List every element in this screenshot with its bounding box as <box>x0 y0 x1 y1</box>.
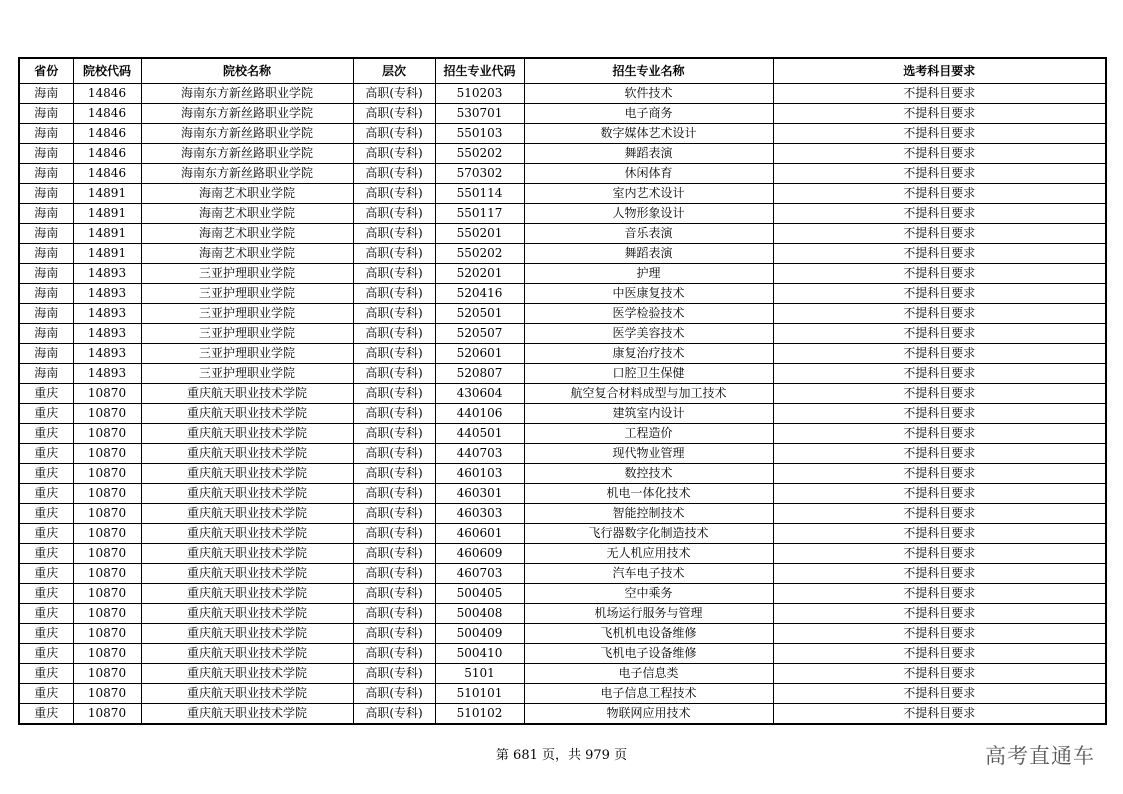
cell-school-code: 14893 <box>73 284 141 304</box>
cell-province: 海南 <box>19 204 73 224</box>
cell-school-name: 重庆航天职业技术学院 <box>141 464 353 484</box>
cell-school-name: 重庆航天职业技术学院 <box>141 584 353 604</box>
cell-province: 重庆 <box>19 684 73 704</box>
cell-school-name: 三亚护理职业学院 <box>141 284 353 304</box>
cell-major-name: 建筑室内设计 <box>524 404 773 424</box>
cell-school-code: 10870 <box>73 384 141 404</box>
table-row <box>19 184 1106 204</box>
cell-major-code: 510101 <box>435 684 524 704</box>
cell-major-code: 500405 <box>435 584 524 604</box>
cell-level: 高职(专科) <box>353 384 435 404</box>
header-school-name: 院校名称 <box>141 58 353 84</box>
cell-province: 海南 <box>19 344 73 364</box>
cell-subject-requirement: 不提科目要求 <box>773 304 1106 324</box>
cell-school-code: 14846 <box>73 104 141 124</box>
cell-major-code: 550103 <box>435 124 524 144</box>
cell-school-code: 14891 <box>73 244 141 264</box>
cell-school-name: 三亚护理职业学院 <box>141 364 353 384</box>
cell-level: 高职(专科) <box>353 284 435 304</box>
header-subject-requirement: 选考科目要求 <box>773 58 1106 84</box>
cell-school-code: 14891 <box>73 184 141 204</box>
cell-subject-requirement: 不提科目要求 <box>773 164 1106 184</box>
cell-subject-requirement: 不提科目要求 <box>773 224 1106 244</box>
admissions-table <box>18 57 1107 725</box>
cell-province: 重庆 <box>19 444 73 464</box>
table-row <box>19 664 1106 684</box>
cell-major-code: 440703 <box>435 444 524 464</box>
cell-level: 高职(专科) <box>353 444 435 464</box>
cell-major-name: 飞机机电设备维修 <box>524 624 773 644</box>
header-level: 层次 <box>353 58 435 84</box>
table-body <box>19 84 1106 725</box>
cell-major-code: 550114 <box>435 184 524 204</box>
cell-school-name: 海南东方新丝路职业学院 <box>141 124 353 144</box>
cell-major-code: 530701 <box>435 104 524 124</box>
cell-level: 高职(专科) <box>353 244 435 264</box>
cell-major-name: 护理 <box>524 264 773 284</box>
cell-school-name: 海南艺术职业学院 <box>141 224 353 244</box>
cell-subject-requirement: 不提科目要求 <box>773 524 1106 544</box>
cell-major-code: 460303 <box>435 504 524 524</box>
cell-school-code: 10870 <box>73 704 141 725</box>
cell-province: 重庆 <box>19 524 73 544</box>
cell-major-name: 口腔卫生保健 <box>524 364 773 384</box>
table-row <box>19 384 1106 404</box>
cell-level: 高职(专科) <box>353 164 435 184</box>
cell-major-code: 460601 <box>435 524 524 544</box>
cell-level: 高职(专科) <box>353 144 435 164</box>
header-row <box>19 58 1106 84</box>
cell-school-name: 重庆航天职业技术学院 <box>141 504 353 524</box>
cell-subject-requirement: 不提科目要求 <box>773 204 1106 224</box>
table-row <box>19 124 1106 144</box>
cell-subject-requirement: 不提科目要求 <box>773 644 1106 664</box>
cell-school-name: 海南艺术职业学院 <box>141 204 353 224</box>
cell-province: 重庆 <box>19 504 73 524</box>
cell-school-code: 10870 <box>73 524 141 544</box>
cell-level: 高职(专科) <box>353 84 435 104</box>
cell-major-code: 520416 <box>435 284 524 304</box>
table-row <box>19 684 1106 704</box>
cell-level: 高职(专科) <box>353 544 435 564</box>
header-major-name: 招生专业名称 <box>524 58 773 84</box>
cell-subject-requirement: 不提科目要求 <box>773 444 1106 464</box>
header-province: 省份 <box>19 58 73 84</box>
cell-level: 高职(专科) <box>353 404 435 424</box>
cell-school-name: 海南东方新丝路职业学院 <box>141 104 353 124</box>
watermark-logo: 高考直通车 <box>985 744 1095 768</box>
cell-level: 高职(专科) <box>353 524 435 544</box>
table-row <box>19 704 1106 725</box>
cell-subject-requirement: 不提科目要求 <box>773 464 1106 484</box>
cell-major-code: 460703 <box>435 564 524 584</box>
cell-school-name: 三亚护理职业学院 <box>141 324 353 344</box>
cell-major-name: 室内艺术设计 <box>524 184 773 204</box>
cell-province: 海南 <box>19 244 73 264</box>
cell-level: 高职(专科) <box>353 484 435 504</box>
cell-school-code: 10870 <box>73 404 141 424</box>
cell-school-code: 10870 <box>73 584 141 604</box>
cell-subject-requirement: 不提科目要求 <box>773 244 1106 264</box>
cell-subject-requirement: 不提科目要求 <box>773 564 1106 584</box>
cell-major-code: 460609 <box>435 544 524 564</box>
table-row <box>19 444 1106 464</box>
cell-school-name: 重庆航天职业技术学院 <box>141 704 353 725</box>
cell-major-name: 无人机应用技术 <box>524 544 773 564</box>
cell-major-name: 汽车电子技术 <box>524 564 773 584</box>
cell-subject-requirement: 不提科目要求 <box>773 584 1106 604</box>
table-header <box>19 58 1106 84</box>
cell-subject-requirement: 不提科目要求 <box>773 624 1106 644</box>
cell-subject-requirement: 不提科目要求 <box>773 84 1106 104</box>
cell-school-code: 10870 <box>73 624 141 644</box>
table-row <box>19 104 1106 124</box>
cell-major-name: 舞蹈表演 <box>524 144 773 164</box>
cell-subject-requirement: 不提科目要求 <box>773 424 1106 444</box>
cell-school-code: 14846 <box>73 124 141 144</box>
cell-major-name: 飞机电子设备维修 <box>524 644 773 664</box>
header-school-code: 院校代码 <box>73 58 141 84</box>
cell-subject-requirement: 不提科目要求 <box>773 704 1106 725</box>
table-row <box>19 644 1106 664</box>
table-row <box>19 404 1106 424</box>
cell-school-name: 重庆航天职业技术学院 <box>141 524 353 544</box>
cell-major-code: 550202 <box>435 144 524 164</box>
cell-major-name: 空中乘务 <box>524 584 773 604</box>
cell-major-code: 5101 <box>435 664 524 684</box>
cell-subject-requirement: 不提科目要求 <box>773 364 1106 384</box>
cell-school-name: 重庆航天职业技术学院 <box>141 664 353 684</box>
cell-school-name: 重庆航天职业技术学院 <box>141 384 353 404</box>
cell-province: 重庆 <box>19 384 73 404</box>
cell-school-code: 14846 <box>73 144 141 164</box>
cell-school-code: 10870 <box>73 504 141 524</box>
cell-subject-requirement: 不提科目要求 <box>773 264 1106 284</box>
cell-level: 高职(专科) <box>353 504 435 524</box>
cell-province: 海南 <box>19 184 73 204</box>
cell-major-name: 现代物业管理 <box>524 444 773 464</box>
cell-major-code: 510102 <box>435 704 524 725</box>
cell-school-code: 14891 <box>73 204 141 224</box>
cell-school-code: 14846 <box>73 164 141 184</box>
table-row <box>19 84 1106 104</box>
table-row <box>19 144 1106 164</box>
cell-school-name: 海南东方新丝路职业学院 <box>141 84 353 104</box>
cell-school-name: 海南艺术职业学院 <box>141 184 353 204</box>
cell-major-code: 550117 <box>435 204 524 224</box>
cell-school-code: 10870 <box>73 424 141 444</box>
cell-level: 高职(专科) <box>353 464 435 484</box>
cell-level: 高职(专科) <box>353 224 435 244</box>
cell-major-code: 460301 <box>435 484 524 504</box>
cell-subject-requirement: 不提科目要求 <box>773 544 1106 564</box>
cell-school-name: 重庆航天职业技术学院 <box>141 684 353 704</box>
table-row <box>19 244 1106 264</box>
cell-level: 高职(专科) <box>353 644 435 664</box>
cell-school-name: 重庆航天职业技术学院 <box>141 444 353 464</box>
cell-province: 海南 <box>19 284 73 304</box>
cell-major-code: 520507 <box>435 324 524 344</box>
cell-province: 重庆 <box>19 544 73 564</box>
cell-level: 高职(专科) <box>353 184 435 204</box>
cell-major-name: 机场运行服务与管理 <box>524 604 773 624</box>
cell-school-name: 重庆航天职业技术学院 <box>141 564 353 584</box>
cell-school-code: 14893 <box>73 304 141 324</box>
cell-province: 重庆 <box>19 704 73 725</box>
cell-school-name: 海南东方新丝路职业学院 <box>141 164 353 184</box>
table-row <box>19 344 1106 364</box>
cell-level: 高职(专科) <box>353 704 435 725</box>
cell-province: 海南 <box>19 104 73 124</box>
cell-major-name: 数字媒体艺术设计 <box>524 124 773 144</box>
cell-school-name: 三亚护理职业学院 <box>141 304 353 324</box>
cell-school-name: 重庆航天职业技术学院 <box>141 624 353 644</box>
cell-province: 海南 <box>19 264 73 284</box>
cell-province: 海南 <box>19 124 73 144</box>
cell-province: 海南 <box>19 84 73 104</box>
table-row <box>19 204 1106 224</box>
cell-major-code: 520601 <box>435 344 524 364</box>
table-row <box>19 624 1106 644</box>
cell-subject-requirement: 不提科目要求 <box>773 664 1106 684</box>
cell-school-code: 14893 <box>73 364 141 384</box>
cell-major-name: 航空复合材料成型与加工技术 <box>524 384 773 404</box>
cell-major-name: 电子商务 <box>524 104 773 124</box>
cell-province: 重庆 <box>19 644 73 664</box>
cell-level: 高职(专科) <box>353 264 435 284</box>
cell-school-code: 10870 <box>73 484 141 504</box>
cell-major-name: 舞蹈表演 <box>524 244 773 264</box>
cell-level: 高职(专科) <box>353 304 435 324</box>
cell-subject-requirement: 不提科目要求 <box>773 604 1106 624</box>
cell-major-code: 510203 <box>435 84 524 104</box>
table-row <box>19 544 1106 564</box>
cell-level: 高职(专科) <box>353 664 435 684</box>
cell-major-code: 440106 <box>435 404 524 424</box>
cell-school-code: 14893 <box>73 344 141 364</box>
page-indicator: 第 681 页，共 979 页 <box>495 748 628 763</box>
table-row <box>19 424 1106 444</box>
cell-level: 高职(专科) <box>353 324 435 344</box>
cell-subject-requirement: 不提科目要求 <box>773 404 1106 424</box>
cell-major-name: 中医康复技术 <box>524 284 773 304</box>
table-row <box>19 564 1106 584</box>
cell-subject-requirement: 不提科目要求 <box>773 384 1106 404</box>
cell-subject-requirement: 不提科目要求 <box>773 344 1106 364</box>
cell-level: 高职(专科) <box>353 204 435 224</box>
cell-school-code: 14891 <box>73 224 141 244</box>
cell-major-name: 康复治疗技术 <box>524 344 773 364</box>
cell-province: 海南 <box>19 164 73 184</box>
cell-province: 海南 <box>19 144 73 164</box>
cell-major-code: 430604 <box>435 384 524 404</box>
cell-school-name: 海南艺术职业学院 <box>141 244 353 264</box>
table-row <box>19 584 1106 604</box>
cell-major-name: 机电一体化技术 <box>524 484 773 504</box>
cell-school-code: 10870 <box>73 644 141 664</box>
cell-level: 高职(专科) <box>353 684 435 704</box>
cell-major-name: 工程造价 <box>524 424 773 444</box>
cell-major-code: 520201 <box>435 264 524 284</box>
cell-subject-requirement: 不提科目要求 <box>773 684 1106 704</box>
cell-major-code: 520501 <box>435 304 524 324</box>
table-row <box>19 264 1106 284</box>
cell-school-name: 海南东方新丝路职业学院 <box>141 144 353 164</box>
cell-province: 海南 <box>19 224 73 244</box>
cell-province: 海南 <box>19 304 73 324</box>
cell-major-name: 软件技术 <box>524 84 773 104</box>
cell-major-name: 数控技术 <box>524 464 773 484</box>
cell-major-code: 500410 <box>435 644 524 664</box>
cell-major-code: 440501 <box>435 424 524 444</box>
cell-subject-requirement: 不提科目要求 <box>773 104 1106 124</box>
cell-school-code: 10870 <box>73 464 141 484</box>
cell-level: 高职(专科) <box>353 564 435 584</box>
cell-major-name: 电子信息类 <box>524 664 773 684</box>
table-row <box>19 164 1106 184</box>
cell-subject-requirement: 不提科目要求 <box>773 284 1106 304</box>
table-row <box>19 484 1106 504</box>
cell-school-code: 14893 <box>73 324 141 344</box>
cell-major-code: 520807 <box>435 364 524 384</box>
cell-major-code: 570302 <box>435 164 524 184</box>
table-row <box>19 364 1106 384</box>
cell-school-name: 重庆航天职业技术学院 <box>141 644 353 664</box>
cell-school-code: 10870 <box>73 604 141 624</box>
cell-major-name: 飞行器数字化制造技术 <box>524 524 773 544</box>
table-row <box>19 524 1106 544</box>
cell-major-code: 460103 <box>435 464 524 484</box>
cell-major-name: 医学检验技术 <box>524 304 773 324</box>
cell-school-code: 10870 <box>73 564 141 584</box>
cell-level: 高职(专科) <box>353 584 435 604</box>
cell-major-code: 550202 <box>435 244 524 264</box>
cell-province: 重庆 <box>19 664 73 684</box>
cell-major-code: 500408 <box>435 604 524 624</box>
cell-major-name: 电子信息工程技术 <box>524 684 773 704</box>
cell-province: 重庆 <box>19 624 73 644</box>
table-row <box>19 304 1106 324</box>
cell-province: 重庆 <box>19 564 73 584</box>
cell-level: 高职(专科) <box>353 364 435 384</box>
cell-major-name: 医学美容技术 <box>524 324 773 344</box>
cell-province: 重庆 <box>19 484 73 504</box>
cell-province: 重庆 <box>19 424 73 444</box>
cell-school-name: 重庆航天职业技术学院 <box>141 544 353 564</box>
cell-major-name: 物联网应用技术 <box>524 704 773 725</box>
cell-school-code: 10870 <box>73 544 141 564</box>
cell-province: 重庆 <box>19 604 73 624</box>
table-row <box>19 604 1106 624</box>
cell-school-name: 重庆航天职业技术学院 <box>141 404 353 424</box>
table-row <box>19 504 1106 524</box>
cell-major-code: 550201 <box>435 224 524 244</box>
cell-school-code: 14846 <box>73 84 141 104</box>
cell-major-name: 音乐表演 <box>524 224 773 244</box>
cell-school-code: 14893 <box>73 264 141 284</box>
cell-province: 海南 <box>19 324 73 344</box>
cell-subject-requirement: 不提科目要求 <box>773 324 1106 344</box>
cell-level: 高职(专科) <box>353 624 435 644</box>
cell-school-code: 10870 <box>73 684 141 704</box>
cell-school-code: 10870 <box>73 664 141 684</box>
cell-level: 高职(专科) <box>353 424 435 444</box>
cell-province: 海南 <box>19 364 73 384</box>
cell-subject-requirement: 不提科目要求 <box>773 144 1106 164</box>
cell-subject-requirement: 不提科目要求 <box>773 504 1106 524</box>
cell-level: 高职(专科) <box>353 104 435 124</box>
cell-subject-requirement: 不提科目要求 <box>773 184 1106 204</box>
cell-school-code: 10870 <box>73 444 141 464</box>
cell-school-name: 三亚护理职业学院 <box>141 264 353 284</box>
table-row <box>19 284 1106 304</box>
cell-province: 重庆 <box>19 464 73 484</box>
table-row <box>19 464 1106 484</box>
table-row <box>19 324 1106 344</box>
cell-major-name: 休闲体育 <box>524 164 773 184</box>
cell-province: 重庆 <box>19 584 73 604</box>
cell-major-code: 500409 <box>435 624 524 644</box>
cell-province: 重庆 <box>19 404 73 424</box>
cell-major-name: 智能控制技术 <box>524 504 773 524</box>
cell-school-name: 三亚护理职业学院 <box>141 344 353 364</box>
cell-level: 高职(专科) <box>353 604 435 624</box>
cell-school-name: 重庆航天职业技术学院 <box>141 424 353 444</box>
cell-school-name: 重庆航天职业技术学院 <box>141 484 353 504</box>
cell-subject-requirement: 不提科目要求 <box>773 484 1106 504</box>
cell-level: 高职(专科) <box>353 344 435 364</box>
cell-major-name: 人物形象设计 <box>524 204 773 224</box>
header-major-code: 招生专业代码 <box>435 58 524 84</box>
cell-school-name: 重庆航天职业技术学院 <box>141 604 353 624</box>
cell-level: 高职(专科) <box>353 124 435 144</box>
table-row <box>19 224 1106 244</box>
cell-subject-requirement: 不提科目要求 <box>773 124 1106 144</box>
